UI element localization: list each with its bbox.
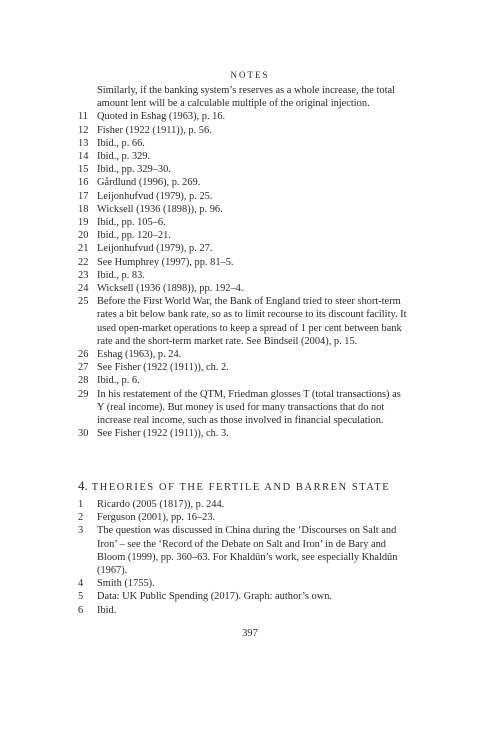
note-text: Wicksell (1936 (1898)), pp. 192–4. — [97, 283, 244, 295]
note-text: Wicksell (1936 (1898)), p. 96. — [97, 203, 223, 215]
note-item — [78, 361, 410, 374]
note-item — [78, 203, 410, 216]
note-text: Fisher (1922 (1911)), p. 56. — [97, 124, 212, 136]
note-text: Data: UK Public Spending (2017). Graph: author’s own. — [97, 591, 333, 603]
note-item — [78, 348, 410, 361]
note-text: Eshag (1963), p. 24. — [97, 349, 182, 361]
note-number: 12 — [78, 124, 89, 136]
note-number: 21 — [78, 243, 89, 255]
note-number: 5 — [78, 591, 84, 603]
note-item — [78, 269, 410, 282]
note-number: 3 — [78, 525, 84, 537]
note-item — [78, 524, 410, 577]
notes-list-chapter-4 — [78, 498, 410, 617]
note-item — [78, 216, 410, 229]
note-item — [78, 282, 410, 295]
note-text: Ibid., p. 6. — [97, 375, 140, 387]
note-number: 28 — [78, 375, 89, 387]
page-number: 397 — [242, 628, 258, 639]
note-number: 16 — [78, 177, 89, 189]
note-text: Ibid., pp. 105–6. — [97, 217, 166, 229]
note-item — [78, 295, 410, 348]
note-number: 22 — [78, 256, 89, 268]
note-item — [78, 511, 410, 524]
note-number: 13 — [78, 137, 89, 149]
note-text: Ibid. — [97, 604, 117, 616]
note-number: 2 — [78, 512, 84, 524]
note-text: Gårdlund (1996), p. 269. — [97, 177, 201, 189]
note-continuation: Similarly, if the banking system’s reserves as a whole increase, the total amount lent will be a calculable multiple of the original injection. — [97, 85, 395, 110]
section-heading — [78, 478, 418, 494]
note-item — [78, 229, 410, 242]
note-text: Before the First World War, the Bank of England tried to steer short-term rates a bit below bank rate, so as to limit recourse to its discount facility. It used open-market operations to keep a spread of 1 per cent between bank rate and the short-term market rate. See Bindseil (2004), p. 15. — [97, 296, 407, 347]
note-item — [78, 163, 410, 176]
note-number: 24 — [78, 283, 89, 295]
note-item — [78, 427, 410, 440]
note-item — [78, 498, 410, 511]
note-number: 27 — [78, 362, 89, 374]
note-text: Ricardo (2005 (1817)), p. 244. — [97, 499, 225, 510]
note-number: 11 — [78, 111, 89, 123]
note-number: 25 — [78, 296, 89, 308]
note-item — [78, 137, 410, 150]
note-text: Ferguson (2001), pp. 16–23. — [97, 512, 216, 524]
section-number: 4. — [78, 478, 88, 493]
note-number: 20 — [78, 230, 89, 242]
note-item — [78, 110, 410, 123]
note-item — [78, 604, 410, 617]
note-item — [78, 374, 410, 387]
note-item — [78, 388, 410, 428]
note-number: 14 — [78, 151, 89, 163]
note-number: 17 — [78, 190, 89, 202]
note-item — [78, 256, 410, 269]
running-head: NOTES — [230, 70, 270, 80]
note-text: See Humphrey (1997), pp. 81–5. — [97, 256, 234, 268]
note-text: Ibid., pp. 329–30. — [97, 164, 171, 176]
note-text: Ibid., p. 83. — [97, 269, 145, 281]
note-number: 29 — [78, 388, 89, 400]
note-text: Ibid., p. 66. — [97, 137, 145, 149]
note-text: Smith (1755). — [97, 578, 155, 590]
note-item — [78, 590, 410, 603]
note-item — [78, 176, 410, 189]
note-text: The question was discussed in China during the ‘Discourses on Salt and Iron’ – see the ‘Record of the Debate on Salt and Iron’ in de Bary and Bloom (1999), pp. 360–63. For Khaldûn’s work, see especially Khaldûn (1967). — [97, 525, 398, 577]
note-text: Leijonhufvud (1979), p. 27. — [97, 243, 213, 255]
note-number: 4 — [78, 578, 84, 590]
note-text: See Fisher (1922 (1911)), ch. 3. — [97, 428, 229, 440]
note-text: In his restatement of the QTM, Friedman glosses T (total transactions) as Y (real income). But money is used for many transactions that do not increase real income, such as those involved in financial speculation. — [97, 388, 401, 427]
note-item — [78, 150, 410, 163]
note-number: 6 — [78, 604, 84, 616]
note-text: Quoted in Eshag (1963), p. 16. — [97, 111, 226, 123]
note-text: Ibid., p. 329. — [97, 151, 151, 163]
note-item — [78, 124, 410, 137]
note-number: 15 — [78, 164, 89, 176]
note-number: 18 — [78, 203, 89, 215]
note-text: Ibid., pp. 120–21. — [97, 230, 171, 242]
note-number: 1 — [78, 499, 84, 510]
note-number: 19 — [78, 217, 89, 229]
note-number: 30 — [78, 428, 89, 440]
note-number: 26 — [78, 349, 89, 361]
note-number: 23 — [78, 269, 89, 281]
note-item — [78, 242, 410, 255]
note-text: See Fisher (1922 (1911)), ch. 2. — [97, 362, 229, 374]
section-title: THEORIES OF THE FERTILE AND BARREN STATE — [91, 482, 391, 493]
notes-list — [78, 84, 410, 440]
note-text: Leijonhufvud (1979), p. 25. — [97, 190, 213, 202]
note-item — [78, 577, 410, 590]
note-item — [78, 190, 410, 203]
notes-container — [78, 110, 410, 440]
